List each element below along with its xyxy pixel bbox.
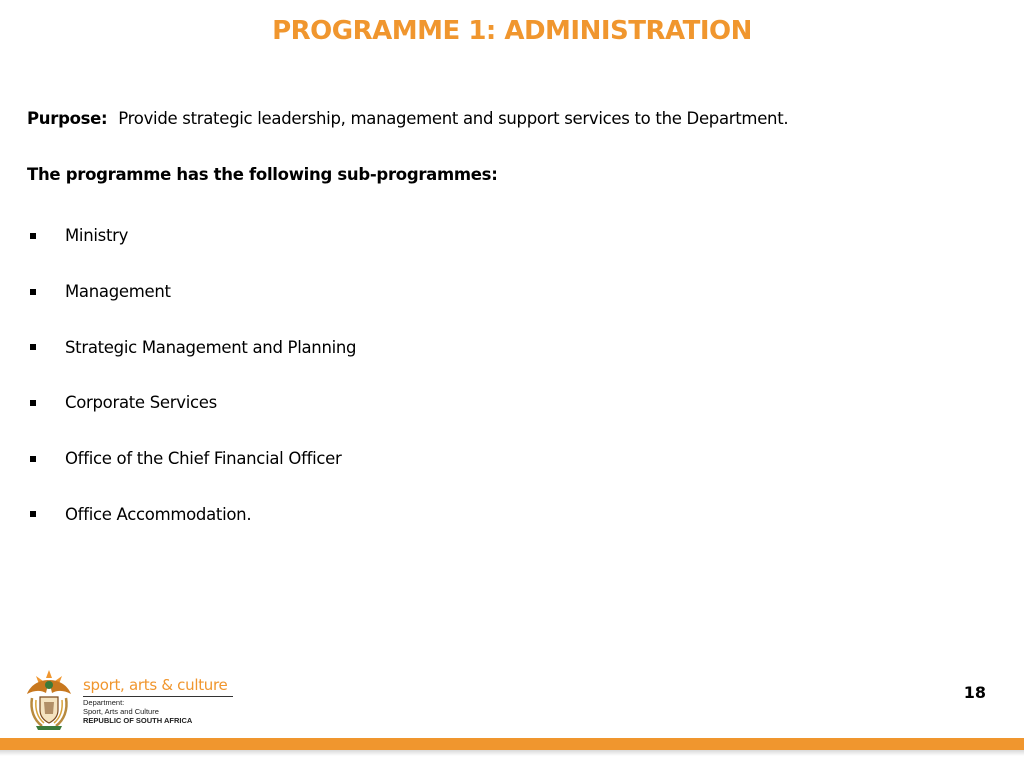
list-item [27,264,927,320]
list-item [27,208,927,264]
logo-divider [83,696,233,697]
logo-brand-text [83,676,227,694]
slide-title: PROGRAMME 1: ADMINISTRATION [272,16,752,46]
square-bullet-icon [30,344,36,350]
square-bullet-icon [30,511,36,517]
list-item [27,375,927,431]
logo-department-name: Sport, Arts and Culture [83,707,159,716]
purpose-statement [27,109,987,128]
sub-programme-label: Strategic Management and Planning [65,337,357,357]
purpose-label: Purpose: [27,109,108,128]
sub-programme-label: Office of the Chief Financial Officer [65,449,342,469]
sub-programme-list [27,208,927,542]
logo-brand-name: sport, arts & culture [83,676,228,694]
sub-programme-label: Ministry [65,226,129,246]
sub-programme-label: Corporate Services [65,393,217,413]
sub-programmes-heading: The programme has the following sub-programmes: [27,165,498,184]
footer-accent-bar [0,738,1024,750]
logo-country-name: REPUBLIC OF SOUTH AFRICA [83,716,193,725]
square-bullet-icon [30,400,36,406]
coat-of-arms-icon [24,668,74,732]
sub-programme-label: Office Accommodation. [65,504,252,524]
square-bullet-icon [30,289,36,295]
square-bullet-icon [30,233,36,239]
purpose-text: Provide strategic leadership, management and support services to the Department. [118,109,789,128]
page-number: 18 [963,683,986,702]
logo-department-label: Department: [83,698,125,707]
footer-shadow [0,750,1024,756]
department-logo [24,668,244,732]
list-item [27,431,927,487]
list-item [27,486,927,542]
list-item [27,319,927,375]
sub-programme-label: Management [65,282,171,302]
square-bullet-icon [30,456,36,462]
